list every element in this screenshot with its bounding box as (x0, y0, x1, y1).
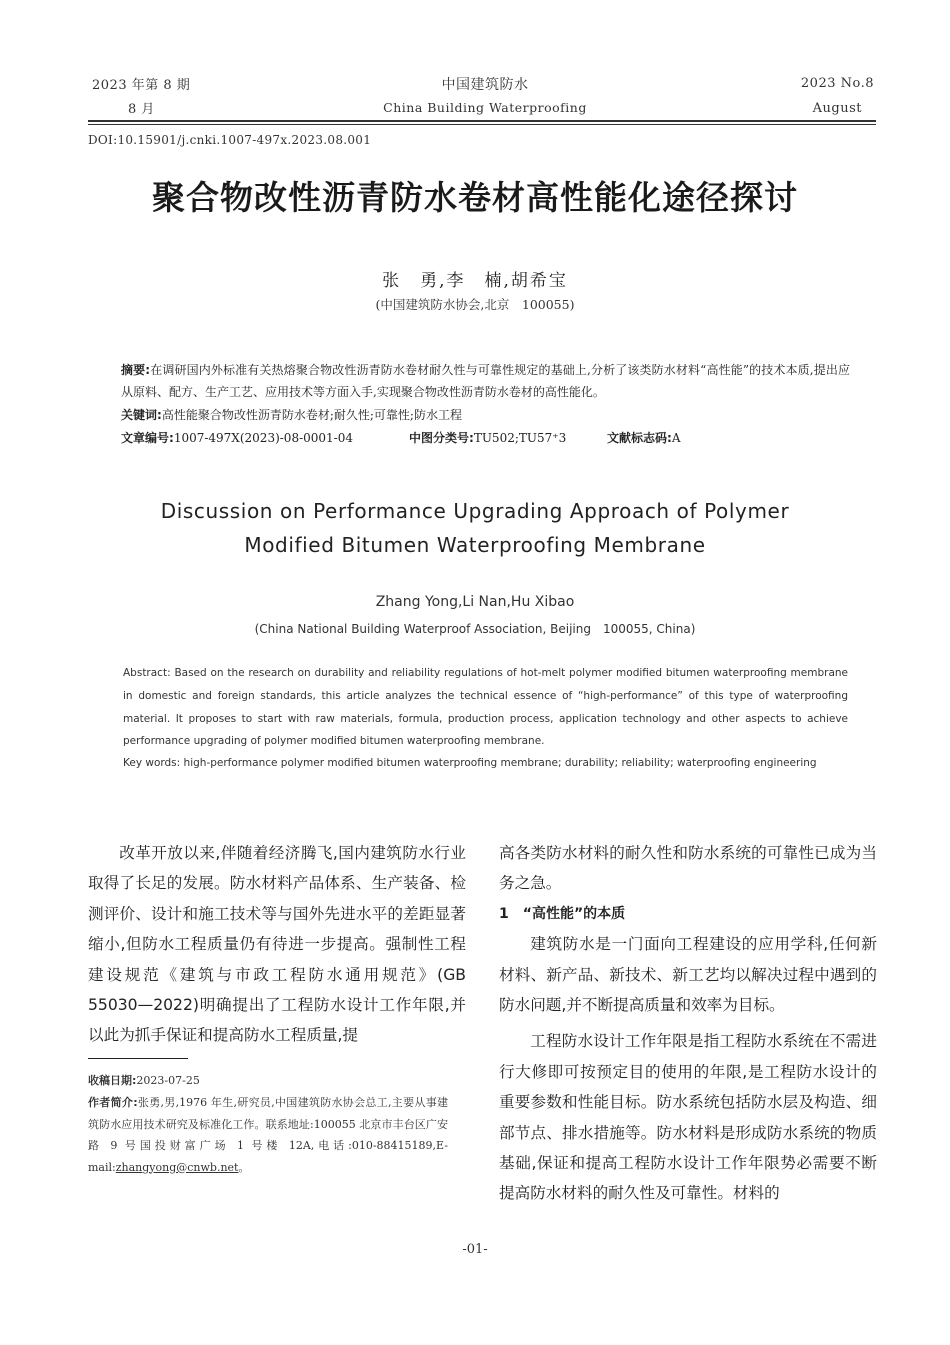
keywords-cn-text: 高性能聚合物改性沥青防水卷材;耐久性;可靠性;防水工程 (161, 408, 462, 422)
doc-code (607, 427, 680, 449)
body-paragraph: 建筑防水是一门面向工程建设的应用学科,任何新材料、新产品、新技术、新工艺均以解决过程中遇到的防水问题,并不断提高质量和效率为目标。 (499, 935, 877, 1015)
body-paragraph: 高各类防水材料的耐久性和防水系统的可靠性已成为当务之急。 (499, 844, 877, 893)
authors-en: Zhang Yong,Li Nan,Hu Xibao (375, 594, 575, 610)
author-email: zhangyong@cnwb.net (115, 1160, 239, 1174)
title-en-line2: Modified Bitumen Waterproofing Membrane (244, 533, 706, 557)
clc-number (409, 427, 566, 449)
authors-cn: 张 勇,李 楠,胡希宝 (382, 271, 568, 291)
header-issue-en: 2023 No.8 (800, 76, 874, 91)
abstract-en-label: Abstract: (123, 667, 171, 679)
footnote-author-bio (88, 1092, 448, 1178)
header-journal-cn: 中国建筑防水 (441, 77, 529, 93)
clc-label: 中图分类号: (409, 431, 474, 445)
body-paragraph: 改革开放以来,伴随着经济腾飞,国内建筑防水行业取得了长足的发展。防水材料产品体系、生产装备、检测评价、设计和施工技术等与国外先进水平的差距显著缩小,但防水工程质量仍有待进一步提高。强制性工程建设规范《建筑与市政工程防水通用规范》(GB 55030—2022)明确提出了工程防水设计工作年限,并以此为抓手保证和提高防水工程质量,提 (88, 844, 466, 1045)
footnote-rule (88, 1058, 188, 1059)
article-no-value: 1007-497X(2023)-08-0001-04 (173, 431, 353, 445)
article-no-label: 文章编号: (121, 431, 174, 445)
keywords-cn-label: 关键词: (121, 408, 162, 422)
received-label: 收稿日期: (88, 1074, 137, 1087)
received-date: 2023-07-25 (136, 1074, 200, 1087)
abstract-cn (121, 359, 850, 403)
keywords-en (123, 752, 848, 775)
page-number: -01- (462, 1242, 488, 1257)
affiliation-en: (China National Building Waterproof Association, Beijing 100055, China) (254, 622, 696, 636)
doc-code-label: 文献标志码: (607, 431, 672, 445)
doi: DOI:10.15901/j.cnki.1007-497x.2023.08.001 (88, 133, 372, 147)
keywords-en-label: Key words: (123, 757, 181, 769)
bio-label: 作者简介: (88, 1096, 138, 1109)
abstract-en-text: Based on the research on durability and reliability regulations of hot-melt polymer modified bitumen waterproofing membrane in domestic and foreign standards, this article analyzes the technical essence of “high-performance” of this type of waterproofing material. It proposes to start with raw materials, formula, production process, application technology and other aspects to achieve performance upgrading of polymer modified bitumen waterproofing membrane. (123, 667, 849, 748)
abstract-en (123, 662, 848, 753)
title-en-line1: Discussion on Performance Upgrading Approach of Polymer (160, 499, 790, 523)
clc-value: TU502;TU57⁺3 (473, 431, 567, 445)
keywords-cn (121, 404, 850, 426)
body-left-column (88, 838, 466, 1051)
section-heading: 1 “高性能”的本质 (499, 905, 626, 922)
title-cn: 聚合物改性沥青防水卷材高性能化途径探讨 (152, 178, 798, 217)
body-paragraph: 工程防水设计工作年限是指工程防水系统在不需进行大修即可按预定目的使用的年限,是工程防水设计的重要参数和性能目标。防水系统包括防水层及构造、细部节点、排水措施等。防水材料是形成防水系统的物质基础,保证和提高工程防水设计工作年限势必需要不断提高防水材料的耐久性及可靠性。材料的 (499, 1032, 877, 1203)
keywords-en-text: high-performance polymer modified bitumen waterproofing membrane; durability; reliability; waterproofing engineering (183, 757, 817, 769)
affiliation-cn: (中国建筑防水协会,北京 100055) (375, 297, 575, 312)
bio-end: 。 (238, 1160, 250, 1174)
header-issue-cn: 2023 年第 8 期 (92, 78, 191, 93)
header-month-cn: 8 月 (128, 102, 155, 117)
header-journal-en: China Building Waterproofing (383, 100, 587, 115)
article-no (121, 427, 353, 449)
body-right-column (499, 838, 877, 1209)
abstract-cn-text: 在调研国内外标准有关热熔聚合物改性沥青防水卷材耐久性与可靠性规定的基础上,分析了该类防水材料“高性能”的技术本质,提出应从原料、配方、生产工艺、应用技术等方面入手,实现聚合物改性沥青防水卷材的高性能化。 (121, 363, 850, 399)
abstract-cn-label: 摘要: (121, 363, 151, 377)
footnote-received (88, 1070, 448, 1092)
header-month-en: August (812, 101, 862, 116)
doc-code-value: A (671, 431, 681, 445)
header-rule-thin (88, 124, 876, 125)
header-rule-thick (88, 120, 876, 122)
bio-text: 张勇,男,1976 年生,研究员,中国建筑防水协会总工,主要从事建筑防水应用技术研究及标准化工作。联系地址:100055 北京市丰台区广安路 9 号国投财富广场 1 号楼 12A,电话:010-88415189,E-mail: (88, 1096, 448, 1174)
